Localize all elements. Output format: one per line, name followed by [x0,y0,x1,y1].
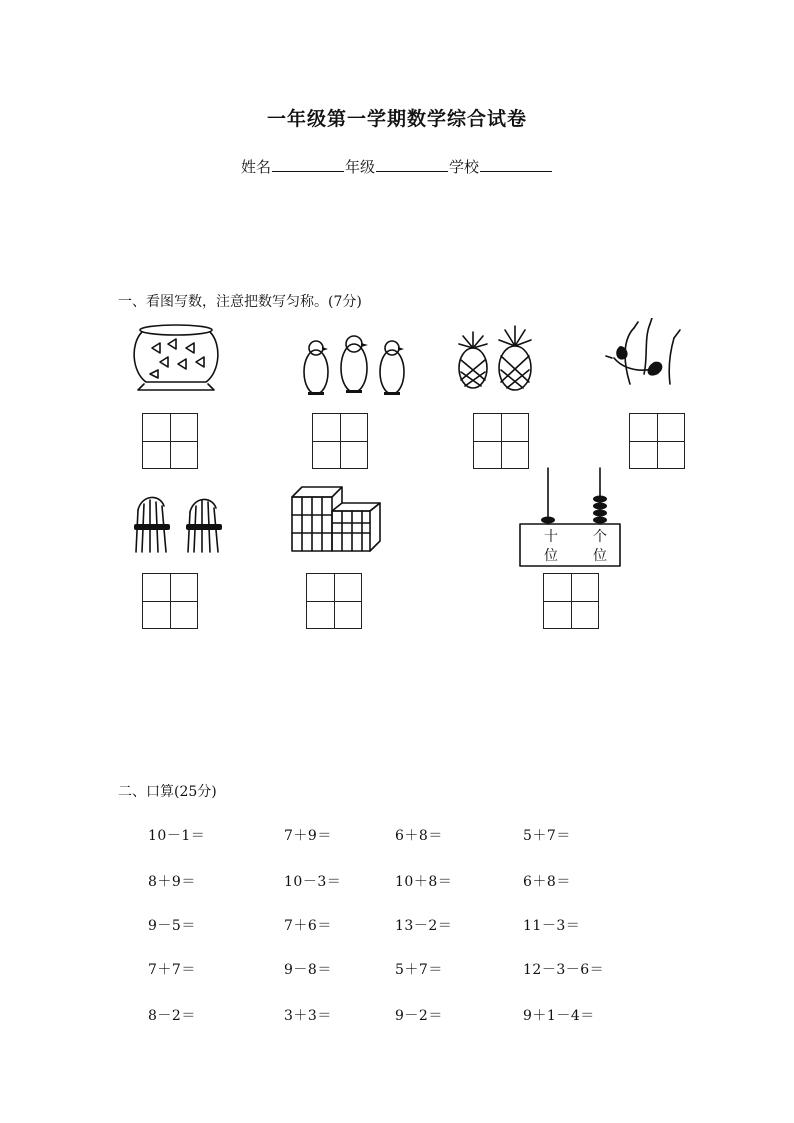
pineapples-picture [443,322,539,392]
grade-blank[interactable] [376,157,448,172]
section2-heading: 二、口算(25分) [118,784,217,800]
equation[interactable]: 9＋1－4＝ [523,1008,595,1024]
answer-box-cubes[interactable] [306,573,362,629]
page-title: 一年级第一学期数学综合试卷 [266,108,527,130]
equation[interactable]: 9－5＝ [148,918,196,934]
equation[interactable]: 10－3＝ [284,874,342,890]
equation[interactable]: 10＋8＝ [395,874,453,890]
answer-box-fishbowl[interactable] [142,413,198,469]
penguins-picture [296,332,408,400]
answer-box-sticks[interactable] [142,573,198,629]
name-blank[interactable] [272,157,344,172]
peppers-picture [604,318,696,390]
equation[interactable]: 7＋6＝ [284,918,332,934]
grade-label: 年级 [344,158,375,176]
equation[interactable]: 8＋9＝ [148,874,196,890]
equation[interactable]: 3＋3＝ [284,1008,332,1024]
equation[interactable]: 5＋7＝ [395,962,443,978]
school-label: 学校 [449,158,480,176]
answer-box-pineapples[interactable] [473,413,529,469]
abacus-ones-label: 个 位 [593,529,607,564]
equation[interactable]: 7＋9＝ [284,828,332,844]
equation[interactable]: 9－2＝ [395,1008,443,1024]
school-blank[interactable] [480,157,552,172]
answer-box-penguins[interactable] [312,413,368,469]
equation[interactable]: 10－1＝ [148,828,206,844]
equation[interactable]: 9－8＝ [284,962,332,978]
stick-bundles-picture [130,490,228,556]
name-label: 姓名 [240,158,271,176]
equation[interactable]: 11－3＝ [523,918,581,934]
equation[interactable]: 6＋8＝ [395,828,443,844]
fishbowl-picture [130,322,222,392]
section1-heading: 一、看图写数，注意把数写匀称。(7分) [118,294,362,310]
abacus-tens-label: 十 位 [544,529,558,564]
answer-box-abacus[interactable] [543,573,599,629]
student-info-line [0,156,794,177]
equation[interactable]: 7＋7＝ [148,962,196,978]
equation[interactable]: 12－3－6＝ [523,962,605,978]
equation[interactable]: 5＋7＝ [523,828,571,844]
cubes-picture [288,483,384,555]
equation[interactable]: 8－2＝ [148,1008,196,1024]
equation[interactable]: 13－2＝ [395,918,453,934]
equation[interactable]: 6＋8＝ [523,874,571,890]
answer-box-peppers[interactable] [629,413,685,469]
